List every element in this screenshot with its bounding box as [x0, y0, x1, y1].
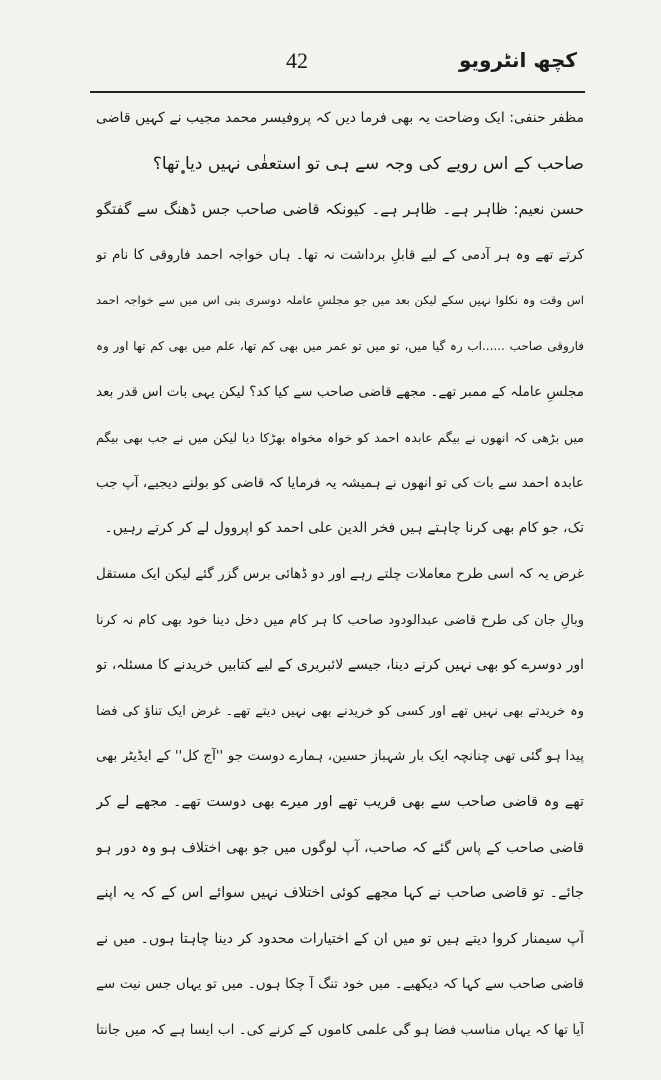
text-line: تک، جو کام بھی کرنا چاہتے ہیں فخر الدین علی احمد کو اپروول لے کر کرتے رہیں۔ — [104, 520, 584, 537]
text-line: حسن نعیم: ظاہر ہے۔ ظاہر ہے۔ کیونکہ قاضی صاحب جس ڈھنگ سے گفتگو — [96, 200, 584, 219]
header-rule — [90, 91, 585, 93]
text-line: تھے وہ قاضی صاحب سے بھی قریب تھے اور میرے بھی دوست تھے۔ مجھے لے کر — [96, 793, 584, 810]
text-line: اور دوسرے کو بھی نہیں کرنے دینا، جیسے لائبریری کے لیے کتابیں خریدنے کا مسئلہ، تو — [96, 657, 584, 674]
page-header — [0, 48, 661, 88]
text-line: مجلسِ عاملہ کے ممبر تھے۔ مجھے قاضی صاحب سے کیا کد؟ لیکن یہی بات اس قدر بعد — [96, 383, 584, 400]
text-line: صاحب کے اس رویے کی وجہ سے ہی تو استعفٰی نہیں دیا تھا؟ — [152, 153, 584, 174]
text-line: فاروقی صاحب ......اب رہ گیا میں، تو میں تو عمر میں بھی کم تھا، علم میں بھی کم تھا اور وہ — [96, 338, 584, 353]
text-line: میں بڑھی کہ انھوں نے بیگم عابدہ احمد کو خواہ مخواہ بھڑکا دیا لیکن میں نے جب بھی بیگم — [96, 430, 584, 446]
page-number: 42 — [286, 48, 308, 73]
text-line: قاضی صاحب کے پاس گئے کہ صاحب، آپ لوگوں میں جو بھی اختلاف ہو وہ دور ہو — [96, 839, 584, 856]
text-line: قاضی صاحب سے کہا کہ دیکھیے۔ میں خود تنگ آ چکا ہوں۔ میں تو یہاں جس نیت سے — [96, 976, 584, 993]
text-line: غرض یہ کہ اسی طرح معاملات چلتے رہے اور دو ڈھائی برس گزر گئے لیکن ایک مستقل — [96, 565, 584, 582]
text-line: پیدا ہو گئی تھی چنانچہ ایک بار شہباز حسین، ہمارے دوست جو ''آج کل'' کے ایڈیٹر بھی — [96, 748, 584, 765]
body-text — [96, 96, 584, 1053]
running-head: کچھ انٹرویو — [458, 48, 577, 72]
text-line: عابدہ احمد سے بات کی تو انھوں نے ہمیشہ یہ فرمایا کہ قاضی کو بولنے دیجیے، آپ جب — [96, 474, 584, 491]
text-line: وبالِ جان کی طرح قاضی عبدالودود صاحب کا ہر کام میں دخل دینا خود بھی کام نہ کرنا — [96, 612, 584, 628]
text-line: وہ خریدتے بھی نہیں تھے اور کسی کو خریدنے بھی نہیں دیتے تھے۔ غرض ایک تناؤ کی فضا — [96, 703, 584, 719]
text-line: کرتے تھے وہ ہر آدمی کے لیے قابلِ برداشت نہ تھا۔ ہاں خواجہ احمد فاروقی کا نام تو — [96, 246, 584, 263]
text-line: اس وقت وہ نکلوا نہیں سکے لیکن بعد میں جو مجلسِ عاملہ دوسری بنی اس میں سے خواجہ احمد — [96, 293, 584, 308]
text-line: آیا تھا کہ یہاں مناسب فضا ہو گی علمی کاموں کے کرنے کی۔ اب ایسا ہے کہ میں جانتا — [96, 1021, 584, 1038]
text-line: مظفر حنفی: ایک وضاحت یہ بھی فرما دیں کہ پروفیسر محمد مجیب نے کہیں قاضی — [96, 110, 584, 126]
text-line: آپ سیمنار کروا دیتے ہیں تو میں ان کے اختیارات محدود کر دینا چاہتا ہوں۔ میں نے — [96, 930, 584, 947]
text-line: جائے۔ تو قاضی صاحب نے کہا مجھے کوئی اختلاف نہیں سوائے اس کے کہ یہ اپنے — [96, 885, 584, 902]
